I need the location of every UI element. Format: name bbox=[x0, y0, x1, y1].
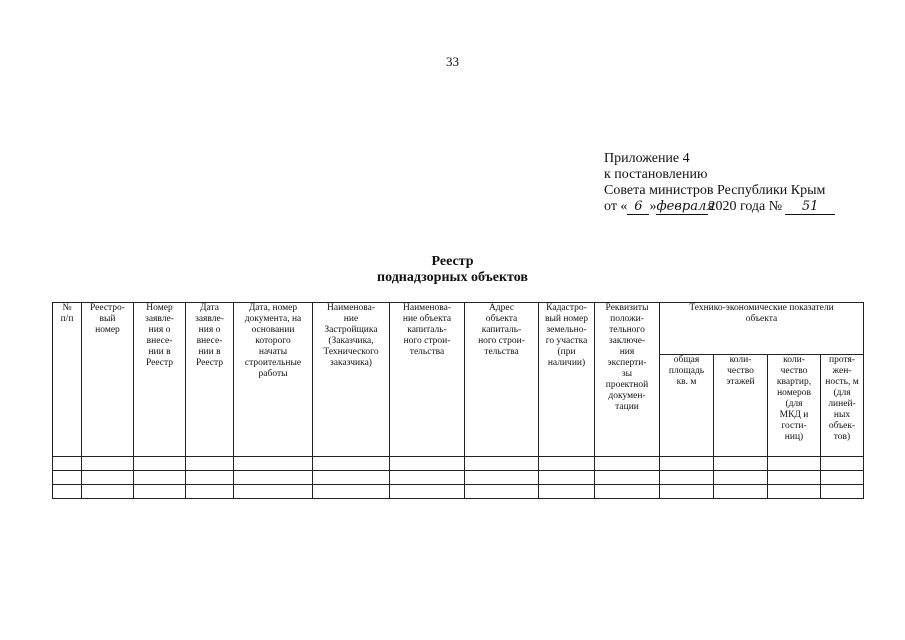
title-line-1: Реестр bbox=[431, 254, 474, 269]
header-cell: Наименова- ние Застройщика (Заказчика, Технического заказчика) bbox=[313, 303, 390, 457]
table-cell bbox=[390, 471, 465, 485]
table-row bbox=[53, 457, 864, 471]
title-line-2: поднадзорных объектов bbox=[377, 270, 528, 285]
table-row bbox=[53, 485, 864, 499]
appendix-block bbox=[604, 151, 835, 215]
table-cell bbox=[465, 457, 539, 471]
table-cell bbox=[313, 485, 390, 499]
table-cell bbox=[595, 471, 660, 485]
table-cell bbox=[821, 471, 864, 485]
header-cell: Дата, номер документа, на основании которого начаты строительные работы bbox=[234, 303, 313, 457]
table-cell bbox=[714, 471, 768, 485]
header-cell: Кадастро- вый номер земельно- го участка (при наличии) bbox=[539, 303, 595, 457]
table-cell bbox=[465, 485, 539, 499]
table-cell bbox=[595, 457, 660, 471]
group-header-cell: Технико-экономические показатели объекта bbox=[660, 303, 864, 355]
table-cell bbox=[714, 457, 768, 471]
table-cell bbox=[539, 471, 595, 485]
appendix-date-line bbox=[604, 199, 835, 215]
table-cell bbox=[186, 471, 234, 485]
page-number: 33 bbox=[446, 54, 459, 69]
registry-table bbox=[52, 302, 864, 499]
table-cell bbox=[390, 457, 465, 471]
table-cell bbox=[234, 471, 313, 485]
header-cell: Адрес объекта капиталь- ного строи- тельства bbox=[465, 303, 539, 457]
table-cell bbox=[768, 457, 821, 471]
table-cell bbox=[313, 471, 390, 485]
subheader-cell: коли- чество этажей bbox=[714, 355, 768, 457]
table-cell bbox=[82, 471, 134, 485]
table-cell bbox=[539, 457, 595, 471]
date-year-text: 2020 года № bbox=[708, 199, 783, 214]
table-cell bbox=[465, 471, 539, 485]
header-cell: Дата заявле- ния о внесе- нии в Реестр bbox=[186, 303, 234, 457]
table-cell bbox=[821, 485, 864, 499]
appendix-line: Совета министров Республики Крым bbox=[604, 183, 826, 198]
table-cell bbox=[53, 485, 82, 499]
table-row bbox=[53, 471, 864, 485]
date-day-close: » bbox=[649, 199, 657, 214]
handwritten-month: февраля bbox=[656, 199, 715, 214]
table-cell bbox=[234, 485, 313, 499]
table-cell bbox=[660, 471, 714, 485]
table-cell bbox=[53, 457, 82, 471]
table-cell bbox=[186, 485, 234, 499]
subheader-cell: общая площадь кв. м bbox=[660, 355, 714, 457]
table-cell bbox=[82, 485, 134, 499]
date-prefix: от « bbox=[604, 199, 628, 214]
table-cell bbox=[234, 457, 313, 471]
table-cell bbox=[595, 485, 660, 499]
table-cell bbox=[134, 485, 186, 499]
table-cell bbox=[313, 457, 390, 471]
header-cell: Реквизиты положи- тельного заключе- ния эксперти- зы проектной докумен- тации bbox=[595, 303, 660, 457]
document-title bbox=[0, 254, 905, 286]
subheader-cell: протя- жен- ность, м (для линей- ных объек- тов) bbox=[821, 355, 864, 457]
header-cell: Реестро- вый номер bbox=[82, 303, 134, 457]
handwritten-day: 6 bbox=[627, 199, 649, 215]
table-cell bbox=[186, 457, 234, 471]
table-cell bbox=[768, 471, 821, 485]
handwritten-number: 51 bbox=[785, 199, 835, 215]
table-cell bbox=[82, 457, 134, 471]
table-cell bbox=[53, 471, 82, 485]
table-cell bbox=[539, 485, 595, 499]
appendix-line: к постановлению bbox=[604, 167, 708, 182]
header-cell: Наименова- ние объекта капиталь- ного строи- тельства bbox=[390, 303, 465, 457]
subheader-cell: коли- чество квартир, номеров (для МКД и гости- ниц) bbox=[768, 355, 821, 457]
table-cell bbox=[390, 485, 465, 499]
table-cell bbox=[134, 457, 186, 471]
table-cell bbox=[660, 457, 714, 471]
table-cell bbox=[821, 457, 864, 471]
table-cell bbox=[134, 471, 186, 485]
table-cell bbox=[714, 485, 768, 499]
header-row bbox=[53, 303, 864, 355]
table-cell bbox=[660, 485, 714, 499]
appendix-line: Приложение 4 bbox=[604, 151, 690, 166]
header-cell: Номер заявле- ния о внесе- нии в Реестр bbox=[134, 303, 186, 457]
table-cell bbox=[768, 485, 821, 499]
header-cell: № п/п bbox=[53, 303, 82, 457]
